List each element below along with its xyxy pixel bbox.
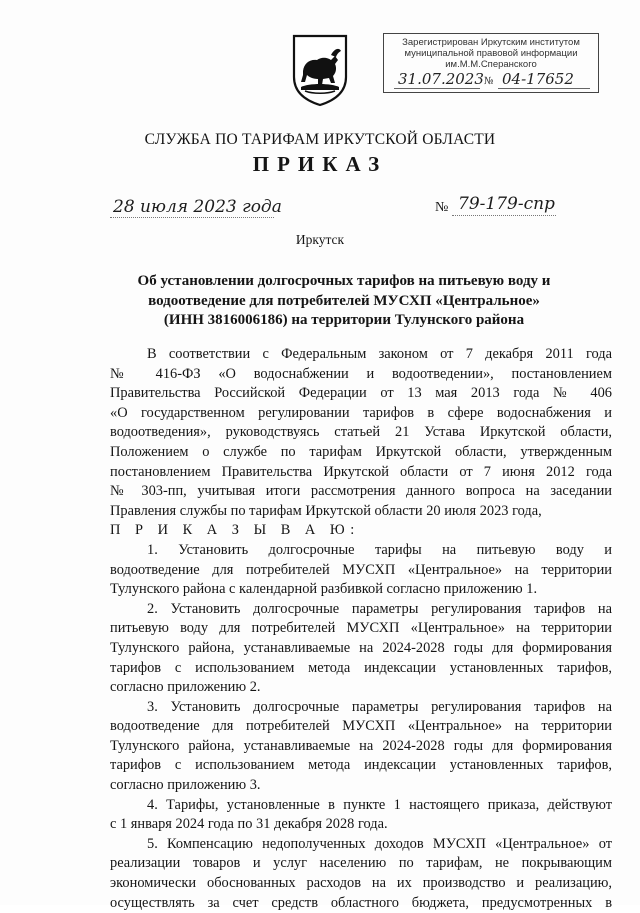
date-underline — [110, 217, 274, 218]
registration-stamp — [383, 33, 599, 93]
order-number-handwritten: 79-179-спр — [458, 194, 555, 214]
body-line: № 303-пп, учитывая итоги рассмотрения данного вопроса на заседании — [110, 483, 612, 500]
body-line: № 416-ФЗ «О водоснабжении и водоотведении», постановлением — [110, 365, 612, 382]
body-line: осуществлять за счет средств областного бюджета, предусмотренных в — [110, 894, 612, 911]
body-line: реализации товаров и услуг населению по тарифам, не покрывающим — [110, 855, 612, 872]
order-number-label: № — [435, 200, 449, 215]
issuing-authority: СЛУЖБА ПО ТАРИФАМ ИРКУТСКОЙ ОБЛАСТИ — [144, 131, 496, 148]
order-date-handwritten: 28 июля 2023 года — [113, 197, 282, 217]
stamp-number-label: № — [484, 76, 494, 87]
body-line: водоотведение для потребителей МУСХП «Центральное» на территории — [110, 718, 612, 735]
body-line: согласно приложению 3. — [110, 777, 261, 794]
stamp-registration-date: 31.07.2023 — [398, 70, 484, 88]
title-line: водоотведение для потребителей МУСХП «Центральное» — [148, 292, 540, 309]
document-type: ПРИКАЗ — [252, 152, 388, 176]
body-line: Положением о службе по тарифам Иркутской области, утвержденным — [110, 443, 612, 460]
body-line: Правления службы по тарифам Иркутской области 20 июля 2023 года, — [110, 502, 542, 519]
title-line: Об установлении долгосрочных тарифов на питьевую воду и — [137, 273, 551, 289]
body-line: питьевую воду для потребителей МУСХП «Центральное» на территории — [110, 620, 612, 637]
body-line: тарифов с использованием метода индексации установленных тарифов, — [110, 659, 612, 676]
stamp-line: Зарегистрирован Иркутским институтом — [402, 37, 580, 48]
number-underline — [452, 215, 556, 216]
stamp-line: муниципальной правовой информации — [404, 48, 578, 59]
title-line: (ИНН 3816006186) на территории Тулунского района — [163, 312, 525, 328]
body-line: Тулунского района с календарной разбивкой согласно приложению 1. — [110, 581, 538, 598]
body-line: Тулунского района, устанавливаемые на 2024-2028 годы для формирования — [110, 639, 612, 656]
body-line: тарифов с использованием метода индексации установленных тарифов, — [110, 757, 612, 774]
body-line: водоотведение для потребителей МУСХП «Центральное» на территории — [110, 561, 612, 578]
body-line: В соответствии с Федеральным законом от 7 декабря 2011 года — [147, 346, 612, 362]
city: Иркутск — [295, 232, 345, 247]
body-line: экономически обоснованных расходов на их производство и реализацию, — [110, 875, 612, 892]
stamp-registration-number: 04-17652 — [502, 70, 574, 88]
body-line: 4. Тарифы, установленные в пункте 1 настоящего приказа, действуют — [147, 796, 612, 813]
document-body — [110, 345, 612, 913]
body-line: 2. Установить долгосрочные параметры регулирования тарифов на — [147, 600, 612, 617]
body-line: 1. Установить долгосрочные тарифы на питьевую воду и — [147, 541, 612, 558]
coat-of-arms-icon — [291, 33, 349, 107]
body-line: Тулунского района, устанавливаемые на 2024-2028 годы для формирования — [110, 737, 612, 754]
body-line: водоотведения», руководствуясь статьей 21 Устава Иркутской области, — [110, 424, 612, 441]
body-line: постановлением Правительства Иркутской области от 7 июня 2012 года — [110, 463, 612, 480]
body-line: «О государственном регулировании тарифов в сфере водоснабжения и — [110, 404, 612, 421]
document-title — [110, 272, 578, 331]
stamp-line: им.М.М.Сперанского — [445, 59, 537, 70]
body-line: 5. Компенсацию недополученных доходов МУСХП «Центральное» от — [147, 835, 612, 852]
order-keyword: П Р И К А З Ы В А Ю: — [110, 522, 360, 539]
body-line: согласно приложению 2. — [110, 679, 261, 696]
body-line: с 1 января 2024 года по 31 декабря 2028 года. — [110, 816, 388, 833]
body-line: Правительства Российской Федерации от 13 мая 2013 года № 406 — [110, 385, 612, 402]
body-line: 3. Установить долгосрочные параметры регулирования тарифов на — [147, 698, 612, 715]
